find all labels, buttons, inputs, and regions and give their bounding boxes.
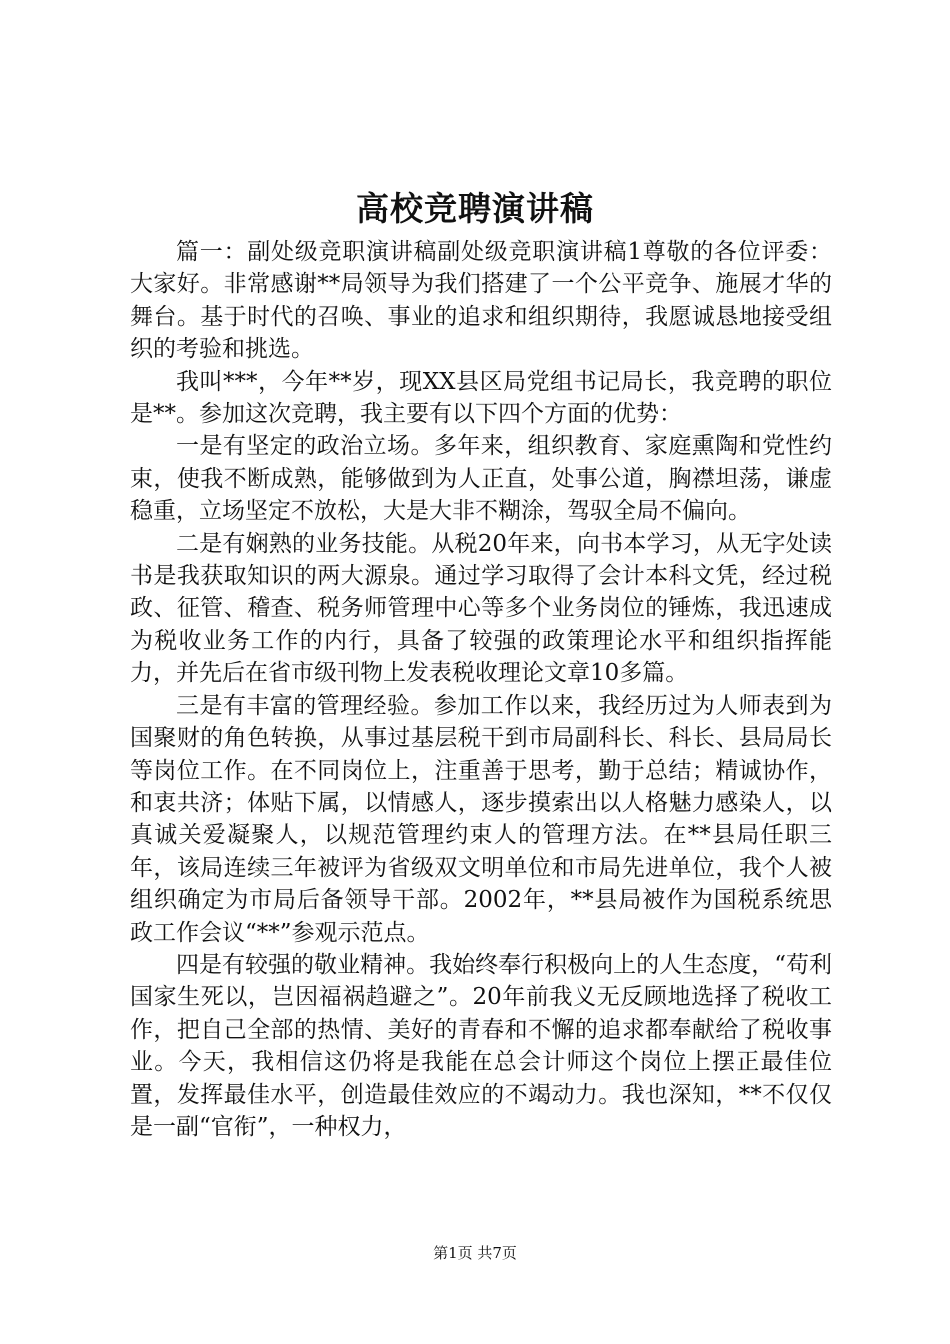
paragraph-2: 我叫***，今年**岁，现XX县区局党组书记局长，我竞聘的职位是**。参加这次竞聘，我主要有以下四个方面的优势： (130, 368, 832, 428)
page-footer: 第1页 共7页 (433, 1244, 517, 1262)
document-body (130, 236, 832, 1143)
page-title: 高校竞聘演讲稿 (356, 189, 594, 228)
paragraph-1: 篇一：副处级竞职演讲稿副处级竞职演讲稿1尊敬的各位评委：大家好。非常感谢**局领导为我们搭建了一个公平竞争、施展才华的舞台。基于时代的召唤、事业的追求和组织期待，我愿诚恳地接受组织的考验和挑选。 (130, 239, 832, 363)
paragraph-4: 二是有娴熟的业务技能。从税20年来，向书本学习，从无字处读书是我获取知识的两大源泉。通过学习取得了会计本科文凭，经过税政、征管、稽查、税务师管理中心等多个业务岗位的锤炼，我迅速成为税收业务工作的内行，具备了较强的政策理论水平和组织指挥能力，并先后在省市级刊物上发表税收理论文章10多篇。 (130, 530, 832, 687)
paragraph-5: 三是有丰富的管理经验。参加工作以来，我经历过为人师表到为国聚财的角色转换，从事过基层税干到市局副科长、科长、县局局长等岗位工作。在不同岗位上，注重善于思考，勤于总结；精诚协作，和衷共济；体贴下属，以情感人，逐步摸索出以人格魅力感染人，以真诚关爱凝聚人，以规范管理约束人的管理方法。在**县局任职三年，该局连续三年被评为省级双文明单位和市局先进单位，我个人被组织确定为市局后备领导干部。2002年，**县局被作为国税系统思政工作会议“**”参观示范点。 (130, 692, 832, 946)
paragraph-6: 四是有较强的敬业精神。我始终奉行积极向上的人生态度，“苟利国家生死以，岂因福祸趋避之”。20年前我义无反顾地选择了税收工作，把自己全部的热情、美好的青春和不懈的追求都奉献给了税收事业。今天，我相信这仍将是我能在总会计师这个岗位上摆正最佳位置，发挥最佳水平，创造最佳效应的不竭动力。我也深知，**不仅仅是一副“官衔”，一种权力， (130, 951, 832, 1140)
paragraph-3: 一是有坚定的政治立场。多年来，组织教育、家庭熏陶和党性约束，使我不断成熟，能够做到为人正直，处事公道，胸襟坦荡，谦虚稳重，立场坚定不放松，大是大非不糊涂，驾驭全局不偏向。 (130, 433, 832, 525)
